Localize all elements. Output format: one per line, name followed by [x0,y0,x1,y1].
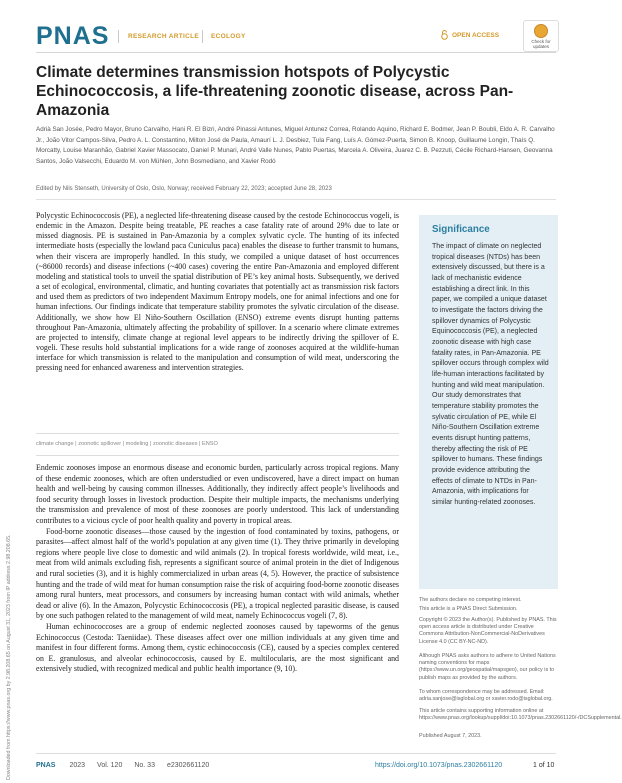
open-access-icon [441,30,448,40]
keyword[interactable]: zoonotic diseases [152,441,198,447]
footer-divider [36,753,556,754]
article-body [36,463,399,675]
keyword[interactable]: zoonotic spillover [78,441,122,447]
footer-journal: PNAS [36,762,56,769]
copyright-note[interactable]: Copyright © 2023 the Author(s). Published by PNAS. This open access article is distributed under Creative Commons Attribution-NonCommercial-NoDerivatives License 4.0 (CC BY-NC-ND). [419,617,557,645]
keyword[interactable]: modeling [125,441,149,447]
updates-label: Check for updates [531,39,551,49]
author-list: Adrià San Josée, Pedro Mayor, Bruno Carvalho, Hani R. El Bizri, André Pinassi Antunes, Miguel Antunez Correa, Rolando Aquino, Richard E. Bodmer, Jean P. Boubli, Eldo A. R. Carvalho Jr., João Vitor Campos-Silva, Pedro A. L. Constantino, Milton José de Paula, Amaurí L. J. Desbiez, Tula Fang, Luís A. Gómez-Puerta, Simon B. Knoop, Guillaume Longin, Thaís Q. Morcatty, Louise Maranhão, Gabriel Xavier Massocato, Daniel P. Munari, André Valle Nunes, Pablo Puertas, Marcela A. Oliveira, Juarez C. B. Pezzuti, Cécile Richard-Hansen, Geovanna Santos, João Valsecchi, Eduardo M. von Mühlen, John Bosmediano, and Xavier Rodó [36,126,555,165]
body-paragraph: Food-borne zoonotic diseases—those caused by the ingestion of food contaminated by toxins, pathogens, or parasites—affect almost half of the world’s population at any given time (1). They thrive primarily in developing regions where people live close to domestic and wild animals (2). In tropical forests worldwide, wild meat, i.e., meat from wild animals excluding fish, represents a significant source of animal protein in the diet of Indigenous and rural societies (3), and it is highly commercialized in urban areas (4, 5). However, the practice of subsistence hunting and the trade of wild meat for human consumption raise the risk of acquiring food-borne zoonotic diseases among rural hunters, meat processors, and consumers by increasing human contact with wild animals, whether dead or alive (6). In the Amazon, Polycystic Echinococcosis (PE), a tropical neglected parasitic disease, is caused by one such pathogen related to the management of wild meat, namely Echinococcus vogeli (7, 8). [36,526,399,621]
correspondence-note[interactable]: To whom correspondence may be addressed. Email: adria.sanjose@isglobal.org or xavier.rodo@isglobal.org. [419,689,553,703]
body-paragraph: Endemic zoonoses impose an enormous disease and economic burden, particularly across tropical regions. Many of these endemic zoonoses, which are often understudied or even undiscovered, have a direct impact on human health and well-being by causing common illnesses. Additionally, they indirectly affect people’s livelihoods and food security through losses in livestock production. Despite their multiple impacts, the mechanisms underlying the transmission and prevalence of most of these zoonoses are poorly understood. This lack of understanding contributes to a vicious cycle of poor health quality and poverty in tropical areas. [36,463,399,525]
maps-policy-note[interactable]: Although PNAS asks authors to adhere to United Nations naming conventions for maps (https://www.un.org/geospatial/mapsgeo), our policy is to publish maps as provided by the authors. [419,653,556,681]
edited-by: Edited by Nils Stenseth, University of Oslo, Oslo, Norway; received February 22, 2023; accepted June 28, 2023 [36,186,332,192]
footer-number: No. 33 [134,762,155,769]
body-paragraph: Human echinococcoses are a group of endemic neglected zoonoses caused by tapeworms of the genus Echinococcus (Cestoda: Taeniidae). These diseases affect over one million individuals at any given time and manifest in four different forms. Among them, cystic echinococcosis (CE), caused by a species complex centered on E. granulosus, and alveolar echinococcosis, caused by E. multilocularis, are the most significant and extensively studied, with recognized medical and public health importance (9, 10). [36,621,399,674]
keyword[interactable]: climate change [36,441,74,447]
download-watermark: Downloaded from https://www.pnas.org by 2.98.208.65 on August 31, 2023 from IP address 2.98.208.65. [6,534,12,780]
header-separator [202,30,203,43]
footer-year: 2023 [69,762,86,769]
supporting-info-note[interactable]: This article contains supporting information online at https://www.pnas.org/lookup/suppl/doi:10.1073/pnas.2302661120/-/DCSupplemental. [419,708,622,722]
page-number: 1 of 10 [533,762,555,769]
divider [36,199,556,200]
doi-link[interactable]: https://doi.org/10.1073/pnas.2302661120 [375,762,503,769]
published-date: Published August 7, 2023. [419,733,482,739]
footer-volume: Vol. 120 [97,762,123,769]
keywords: climate change | zoonotic spillover | modeling | zoonotic diseases | ENSO [36,441,218,447]
footer-citation [36,762,221,769]
header-separator [118,30,119,43]
significance-text: The impact of climate on neglected tropical diseases (NTDs) has been extensively discussed, but there is a lack of mechanistic evidence establishing a direct link. In this paper, we compiled a unique dataset to investigate the factors driving the spillover dynamics of Polycystic Equinococcosis (PE), a neglected zoonotic disease with high case fatality rates, in Pan-Amazonia. PE spillover occurs through complex wild life-human interactions facilitated by hunting and wild meat manipulation. Our study demonstrates that temperature stability promotes the sylvatic circulation of PE, while El Niño-Southern Oscillation extreme events disrupt hunting patterns, thereby affecting the risk of PE spillover to humans. These findings provide evidence attributing the effects of climate to NTDs in Pan-Amazonia, with implications for similar hunting-related zoonoses. [432,243,549,507]
keyword[interactable]: ENSO [201,441,218,447]
direct-submission-note: This article is a PNAS Direct Submission. [419,606,518,612]
journal-logo: PNAS [36,22,110,50]
header-divider [36,52,556,53]
divider [36,455,399,456]
subject-label[interactable]: ECOLOGY [211,33,246,40]
divider [36,433,399,434]
article-title: Climate determines transmission hotspots of Polycystic Echinococcosis, a life-threatening zoonotic disease, across Pan-Amazonia [36,64,514,119]
competing-interest-note: The authors declare no competing interest. [419,597,522,603]
abstract: Polycystic Echinococcosis (PE), a neglected life-threatening disease caused by the cestode Echinococcus vogeli, is endemic in the Amazon. Despite being treatable, PE reaches a case fatality rate of around 29% due to late or missed diagnosis. PE is sustained in Pan-Amazonia by a complex sylvatic cycle. The hunting of its infected intermediate hosts (especially the lowland paca Cuniculus paca) enables the disease to further transmit to humans, when their viscera are improperly handled. In this study, we compiled a unique dataset of host occurrences (~86000 records) and disease infections (~400 cases) covering the entire Pan-Amazonia and employed different modeling and statistical tools to unveil the spatial distribution of PE’s key animal hosts. Subsequently, we derived a set of ecological, environmental, climatic, and hunting covariates that potentially act as transmission risk factors and used them as predictors of two independent Maximum Entropy models, one for animal infections and one for human infections. Our findings indicate that temperature stability promotes the sylvatic circulation of the disease. Additionally, we show how El Niño-Southern Oscillation (ENSO) extreme events disrupt hunting patterns throughout Pan-Amazonia, ultimately affecting the probability of spillover. In a scenario where climate extremes are projected to intensify, climate change at regional level appears to be indirectly driving the spillover of E. vogeli. These results hold substantial implications for a wide range of zoonoses acquired at the wildlife-human interface for which transmission is related to the manipulation and consumption of wild meat, underscoring the pressing need for enhanced awareness and intervention strategies. [36,211,399,373]
section-label[interactable]: RESEARCH ARTICLE [128,33,200,40]
footer-article-id: e2302661120 [166,762,210,769]
significance-heading: Significance [432,224,490,235]
updates-icon [534,24,548,38]
check-for-updates-badge[interactable] [523,20,559,52]
open-access-label[interactable]: OPEN ACCESS [452,32,500,39]
